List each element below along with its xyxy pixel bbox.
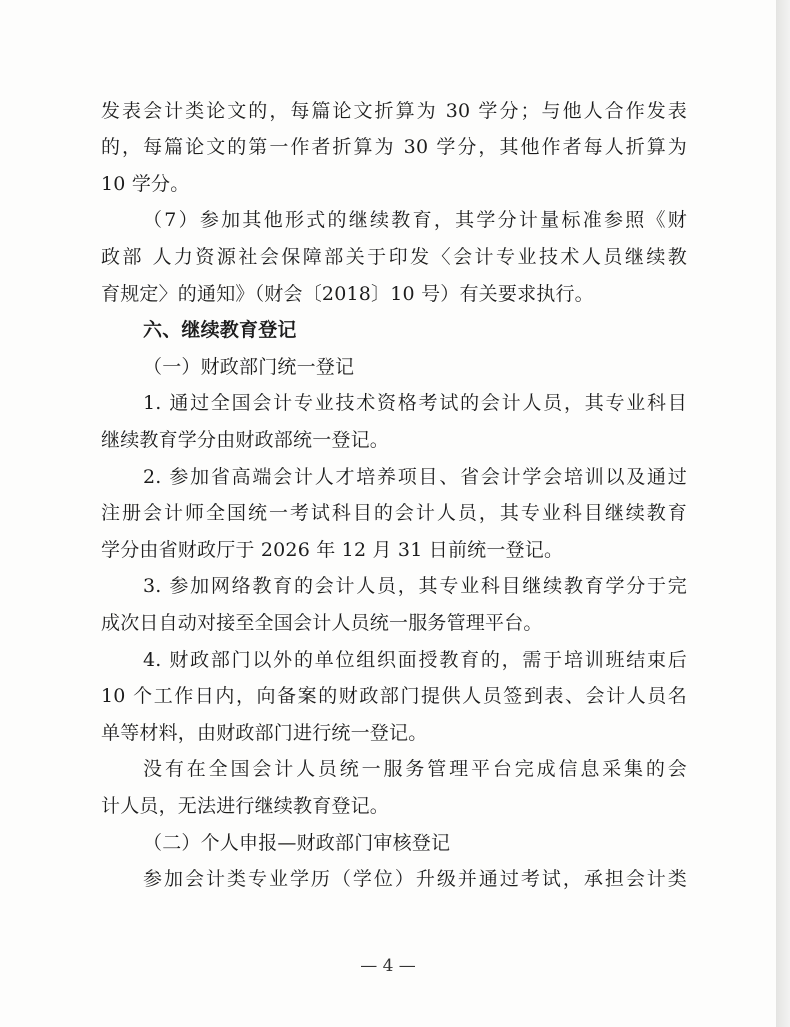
body-text-line: 学分由省财政厅于 2026 年 12 月 31 日前统一登记。 — [101, 539, 564, 561]
body-text-line: （7）参加其他形式的继续教育，其学分计量标准参照《财 — [143, 209, 687, 231]
page-number: — 4 — — [360, 956, 416, 976]
subsection-heading: （一）财政部门统一登记 — [143, 356, 355, 378]
body-text-line: 参加会计类专业学历（学位）升级并通过考试，承担会计类 — [143, 868, 687, 890]
body-text-line: 继续教育学分由财政部统一登记。 — [101, 429, 390, 451]
body-text-line: 1. 通过全国会计专业技术资格考试的会计人员，其专业科目 — [143, 392, 687, 414]
page-edge-shadow — [776, 0, 790, 1027]
body-text-line: 单等材料，由财政部门进行统一登记。 — [101, 722, 428, 744]
body-text-line: 注册会计师全国统一考试科目的会计人员，其专业科目继续教育 — [101, 502, 687, 524]
section-heading: 六、继续教育登记 — [143, 319, 297, 341]
body-text-line: 没有在全国会计人员统一服务管理平台完成信息采集的会 — [143, 758, 687, 780]
body-text-line: 计人员，无法进行继续教育登记。 — [101, 795, 390, 817]
body-text-line: 成次日自动对接至全国会计人员统一服务管理平台。 — [101, 612, 543, 634]
body-text-line: 育规定〉的通知》（财会〔2018〕10 号）有关要求执行。 — [101, 283, 594, 305]
body-text-line: 发表会计类论文的，每篇论文折算为 30 学分；与他人合作发表 — [101, 100, 687, 122]
body-text-line: 10 学分。 — [101, 173, 190, 195]
body-text-line: 的，每篇论文的第一作者折算为 30 学分，其他作者每人折算为 — [101, 136, 687, 158]
body-text-line: 3. 参加网络教育的会计人员，其专业科目继续教育学分于完 — [143, 575, 687, 597]
body-text-line: 2. 参加省高端会计人才培养项目、省会计学会培训以及通过 — [143, 466, 687, 488]
body-text-line: 4. 财政部门以外的单位组织面授教育的，需于培训班结束后 — [143, 649, 687, 671]
subsection-heading: （二）个人申报—财政部门审核登记 — [143, 832, 451, 854]
body-text-line: 10 个工作日内，向备案的财政部门提供人员签到表、会计人员名 — [101, 685, 687, 707]
body-text-line: 政部 人力资源社会保障部关于印发〈会计专业技术人员继续教 — [101, 246, 687, 268]
